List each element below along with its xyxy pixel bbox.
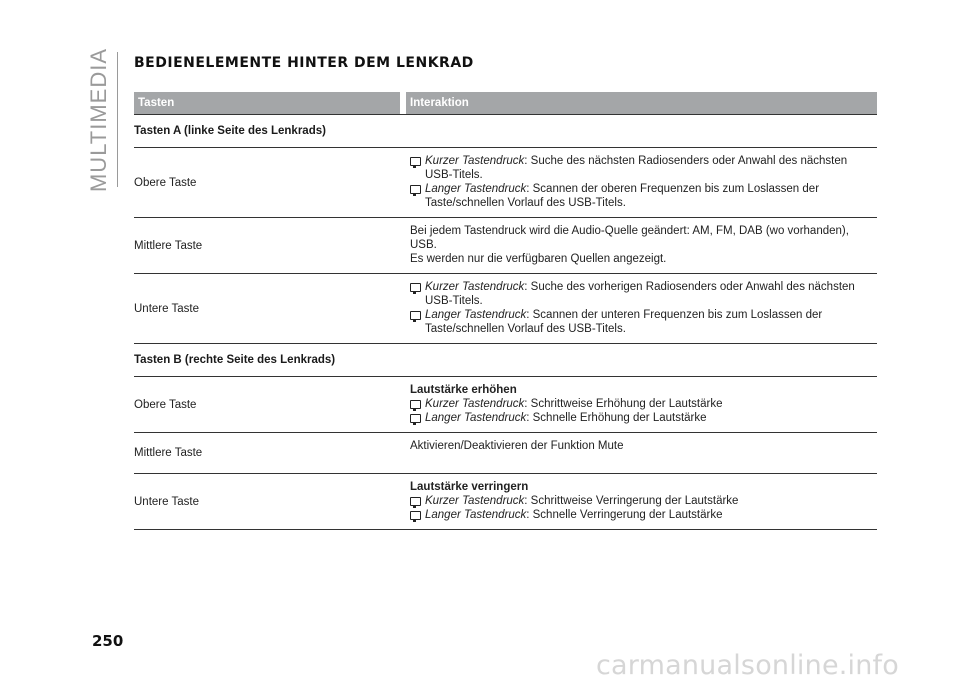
page-number: 250 (92, 632, 124, 650)
row-heading: Lautstärke erhöhen (410, 384, 517, 396)
chapter-side-title (84, 47, 114, 193)
press-type: Kurzer Tastendruck (425, 155, 525, 167)
row-key: Obere Taste (134, 176, 197, 189)
row-key: Obere Taste (134, 398, 197, 411)
header-cell-interaction: Interaktion (406, 92, 877, 114)
interaction-text (425, 411, 707, 425)
interaction-text (410, 224, 877, 252)
button-icon (410, 414, 421, 423)
button-icon (410, 400, 421, 409)
press-description: : Schrittweise Verringerung der Lautstärke (524, 495, 739, 507)
row-heading: Lautstärke verringern (410, 481, 529, 493)
press-description: : Schnelle Verringerung der Lautstärke (526, 509, 723, 521)
interaction-line (410, 182, 877, 210)
interaction-line (410, 411, 877, 425)
row-interaction (410, 474, 877, 529)
interaction-text (425, 397, 722, 411)
table-row (134, 147, 877, 217)
interaction-line (410, 494, 877, 508)
interaction-line (410, 439, 877, 453)
button-icon (410, 283, 421, 292)
press-description: : Suche des nächsten Radiosenders oder Anwahl des nächsten USB-Titels. (425, 155, 848, 181)
table-row (134, 273, 877, 343)
button-icon (410, 311, 421, 320)
watermark: carmanualsonline.info (596, 650, 899, 681)
press-description: : Suche des vorherigen Radiosenders oder Anwahl des nächsten USB-Titels. (425, 281, 855, 307)
interaction-text (410, 439, 624, 453)
interaction-text (425, 154, 877, 182)
interaction-text (425, 182, 877, 210)
interaction-text (425, 280, 877, 308)
interaction-line (410, 154, 877, 182)
section-title: Tasten A (linke Seite des Lenkrads) (134, 114, 877, 147)
interaction-text (425, 494, 738, 508)
button-icon (410, 497, 421, 506)
press-description: Bei jedem Tastendruck wird die Audio-Quelle geändert: AM, FM, DAB (wo vorhanden), USB. (410, 225, 849, 251)
table-row (134, 432, 877, 473)
press-type: Langer Tastendruck (425, 509, 527, 521)
interaction-line (410, 224, 877, 252)
press-description: Es werden nur die verfügbaren Quellen angezeigt. (410, 253, 667, 265)
row-key: Untere Taste (134, 302, 199, 315)
table-header (134, 92, 877, 114)
button-icon (410, 157, 421, 166)
row-interaction (410, 148, 877, 217)
row-key: Untere Taste (134, 495, 199, 508)
controls-table (134, 92, 877, 530)
row-interaction (410, 377, 877, 432)
press-description: Aktivieren/Deaktivieren der Funktion Mute (410, 440, 624, 452)
table-row (134, 473, 877, 529)
press-type: Langer Tastendruck (425, 309, 527, 321)
interaction-line (410, 508, 877, 522)
row-interaction (410, 274, 877, 343)
press-type: Kurzer Tastendruck (425, 495, 525, 507)
press-type: Langer Tastendruck (425, 412, 527, 424)
interaction-line (410, 280, 877, 308)
table-body (134, 114, 877, 529)
button-icon (410, 511, 421, 520)
interaction-line (410, 308, 877, 336)
press-description: : Schnelle Erhöhung der Lautstärke (526, 412, 707, 424)
interaction-line (410, 397, 877, 411)
chapter-divider (117, 52, 118, 187)
interaction-line (410, 252, 877, 266)
interaction-text (410, 252, 666, 266)
section-title: Tasten B (rechte Seite des Lenkrads) (134, 343, 877, 376)
interaction-text (425, 308, 877, 336)
table-end-rule (134, 529, 877, 530)
press-description: : Scannen der unteren Frequenzen bis zum Loslassen der Taste/schnellen Vorlauf des USB-Titels. (425, 309, 823, 335)
chapter-side-title-text: MULTIMEDIA (86, 47, 111, 193)
table-row (134, 376, 877, 432)
header-cell-keys: Tasten (134, 92, 400, 114)
row-key: Mittlere Taste (134, 447, 203, 459)
press-type: Langer Tastendruck (425, 183, 527, 195)
row-key: Mittlere Taste (134, 239, 203, 252)
table-row (134, 217, 877, 273)
row-interaction (410, 218, 877, 273)
interaction-text (425, 508, 723, 522)
button-icon (410, 185, 421, 194)
row-interaction (410, 433, 877, 473)
press-type: Kurzer Tastendruck (425, 398, 525, 410)
press-description: : Schrittweise Erhöhung der Lautstärke (524, 398, 723, 410)
press-description: : Scannen der oberen Frequenzen bis zum Loslassen der Taste/schnellen Vorlauf des USB-Titels. (425, 183, 820, 209)
page-title: BEDIENELEMENTE HINTER DEM LENKRAD (134, 55, 474, 71)
press-type: Kurzer Tastendruck (425, 281, 525, 293)
